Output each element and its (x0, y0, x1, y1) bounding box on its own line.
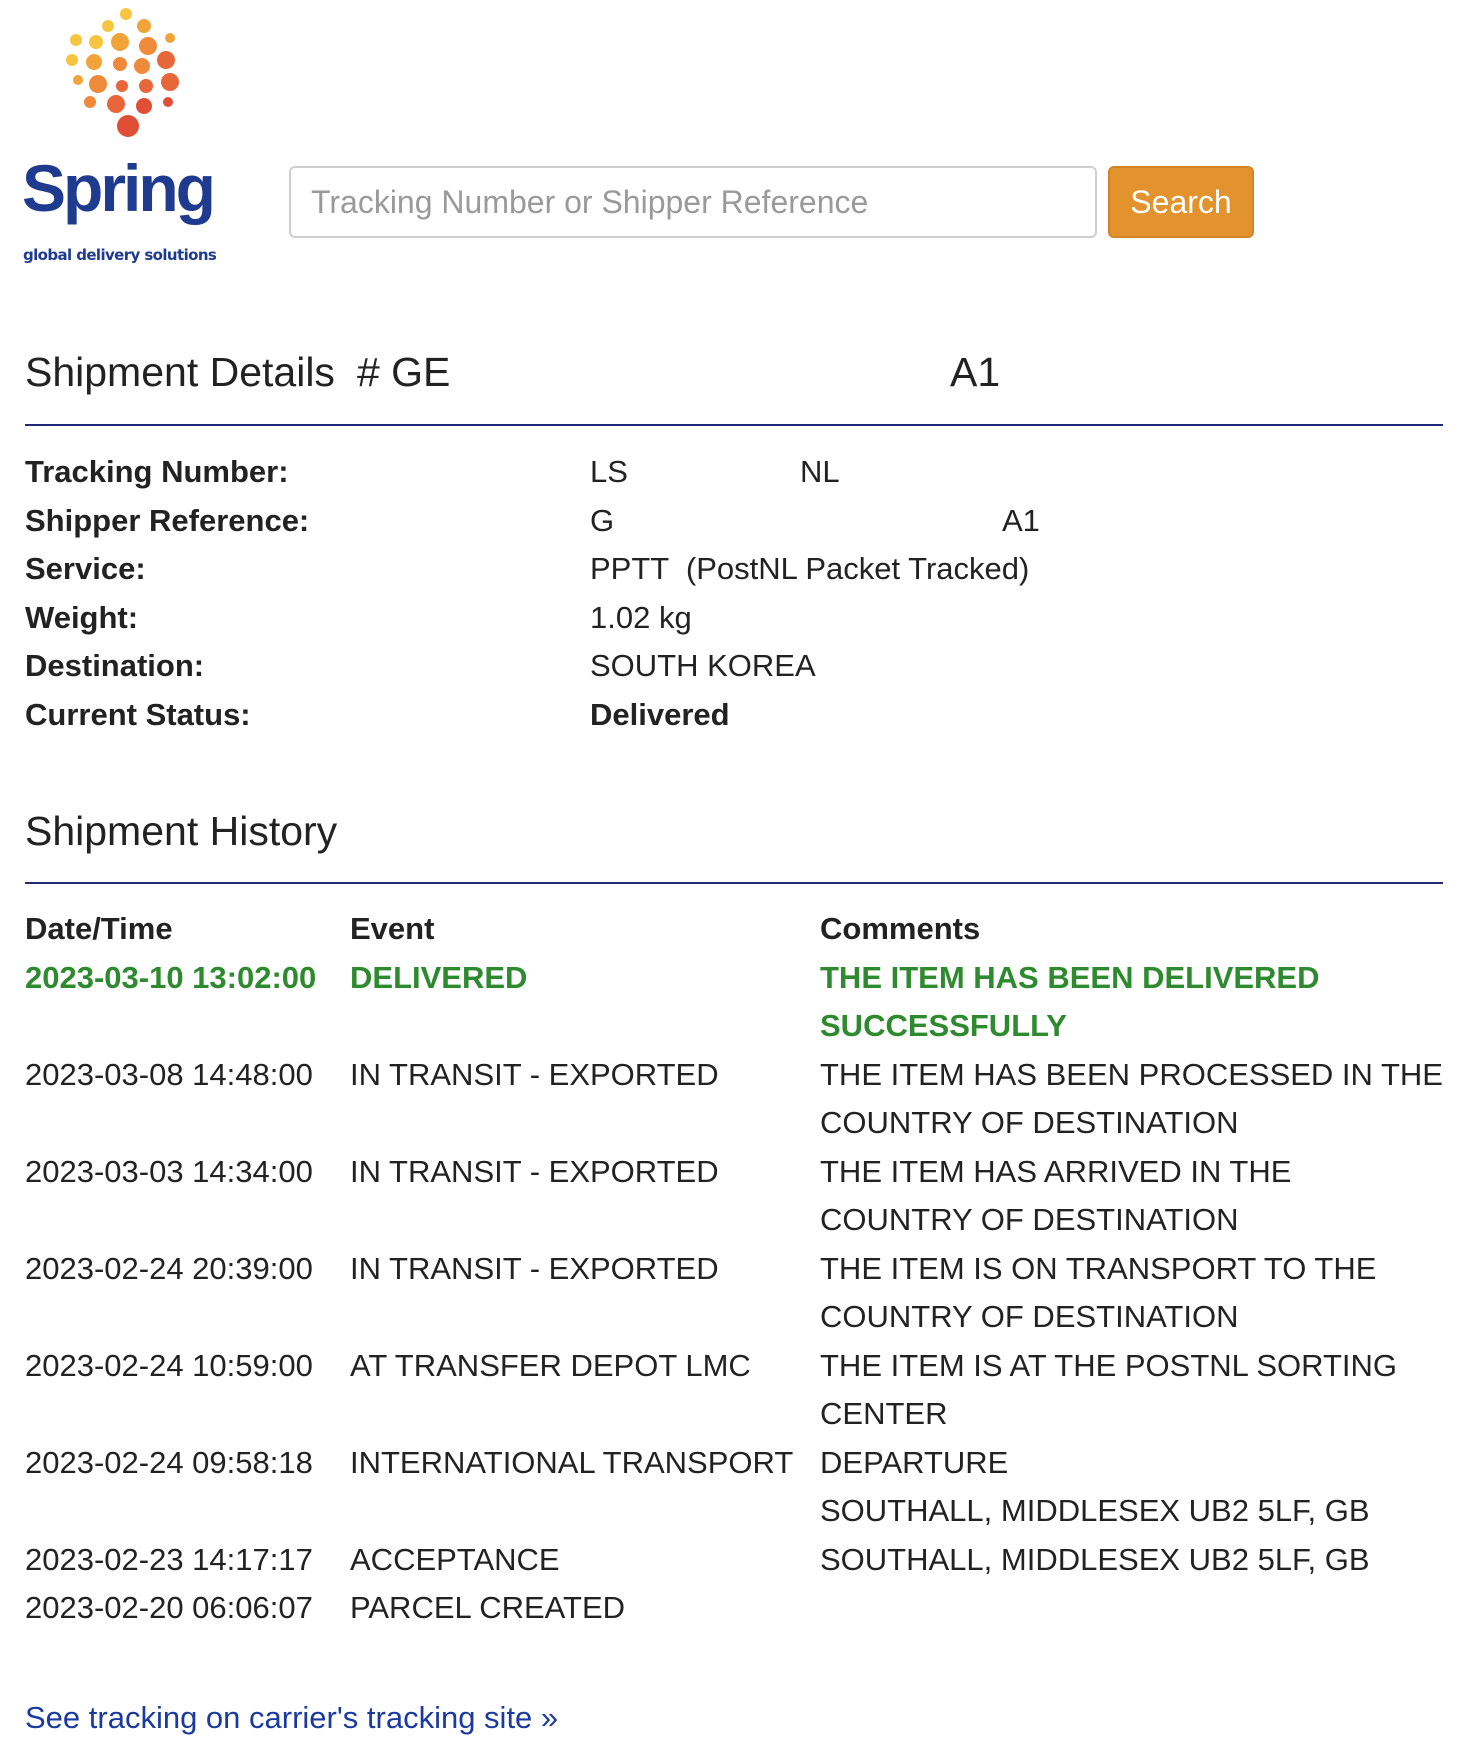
detail-value: G (590, 502, 615, 538)
history-comment: THE ITEM HAS BEEN PROCESSED IN THE COUNTRY OF DESTINATION (820, 1056, 1443, 1140)
detail-label: Tracking Number: (25, 454, 289, 489)
history-divider (25, 882, 1443, 884)
column-header-date: Date/Time (25, 911, 173, 946)
detail-value-suffix: A1 (1002, 502, 1040, 538)
history-event: INTERNATIONAL TRANSPORT (350, 1444, 794, 1480)
detail-value: 1.02 kg (590, 599, 692, 635)
history-event: IN TRANSIT - EXPORTED (350, 1250, 719, 1286)
detail-label: Destination: (25, 648, 205, 683)
history-header-row (25, 905, 1443, 954)
history-event: AT TRANSFER DEPOT LMC (350, 1347, 751, 1383)
detail-row (25, 545, 1443, 594)
spring-dots-icon (44, 4, 194, 144)
detail-label: Current Status: (25, 696, 251, 732)
shipment-history-table (25, 905, 1443, 1633)
history-comment: THE ITEM IS AT THE POSTNL SORTING CENTER (820, 1347, 1398, 1431)
spring-logo (20, 4, 220, 266)
history-event: PARCEL CREATED (350, 1590, 626, 1625)
current-status-value: Delivered (590, 696, 730, 732)
detail-value: PPTT (PostNL Packet Tracked) (590, 551, 1030, 586)
history-row (25, 1584, 1443, 1633)
carrier-tracking-link[interactable]: See tracking on carrier's tracking site » (25, 1700, 559, 1735)
detail-label: Shipper Reference: (25, 502, 310, 538)
history-date: 2023-02-23 14:17:17 (25, 1541, 313, 1577)
history-comment: DEPARTURE SOUTHALL, MIDDLESEX UB2 5LF, GB (820, 1444, 1370, 1528)
history-row (25, 954, 1443, 1051)
detail-label: Weight: (25, 599, 139, 635)
search-button[interactable]: Search (1108, 166, 1254, 238)
history-date: 2023-02-24 09:58:18 (25, 1444, 313, 1480)
history-row (25, 1536, 1443, 1585)
shipment-id: # GE (356, 349, 451, 395)
shipment-details-title (25, 348, 1001, 396)
history-row (25, 1051, 1443, 1148)
detail-row (25, 594, 1443, 643)
detail-value: LS (590, 454, 628, 489)
history-comment: THE ITEM HAS ARRIVED IN THE COUNTRY OF DESTINATION (820, 1153, 1292, 1237)
column-header-event: Event (350, 911, 435, 946)
history-date: 2023-02-24 10:59:00 (25, 1347, 313, 1383)
history-event: ACCEPTANCE (350, 1541, 560, 1577)
detail-row (25, 691, 1443, 740)
tracking-search-input[interactable] (289, 166, 1097, 238)
history-date: 2023-03-03 14:34:00 (25, 1153, 313, 1189)
shipment-details-title-text: Shipment Details (25, 349, 335, 395)
history-row (25, 1439, 1443, 1536)
column-header-comments: Comments (820, 911, 981, 946)
history-event: IN TRANSIT - EXPORTED (350, 1056, 719, 1092)
history-event: IN TRANSIT - EXPORTED (350, 1153, 719, 1189)
shipment-details-list (25, 448, 1443, 739)
detail-row (25, 448, 1443, 497)
history-row (25, 1245, 1443, 1342)
detail-value: SOUTH KOREA (590, 648, 816, 683)
history-date: 2023-03-10 13:02:00 (25, 959, 317, 995)
history-event: DELIVERED (350, 959, 528, 995)
history-comment: SOUTHALL, MIDDLESEX UB2 5LF, GB (820, 1541, 1370, 1577)
history-row (25, 1148, 1443, 1245)
history-date: 2023-03-08 14:48:00 (25, 1056, 313, 1092)
history-comment: THE ITEM HAS BEEN DELIVERED SUCCESSFULLY (820, 959, 1320, 1043)
history-date: 2023-02-20 06:06:07 (25, 1590, 313, 1625)
detail-row (25, 497, 1443, 546)
detail-value-suffix: NL (800, 454, 840, 489)
brand-tagline: global delivery solutions (23, 246, 217, 264)
shipment-history-title: Shipment History (25, 808, 338, 854)
history-date: 2023-02-24 20:39:00 (25, 1250, 313, 1286)
shipment-id-suffix: A1 (950, 349, 1001, 395)
detail-row (25, 642, 1443, 691)
history-row (25, 1342, 1443, 1439)
detail-label: Service: (25, 551, 146, 586)
brand-name: Spring (22, 151, 213, 225)
details-divider (25, 424, 1443, 426)
history-comment: THE ITEM IS ON TRANSPORT TO THE COUNTRY OF DESTINATION (820, 1250, 1377, 1334)
